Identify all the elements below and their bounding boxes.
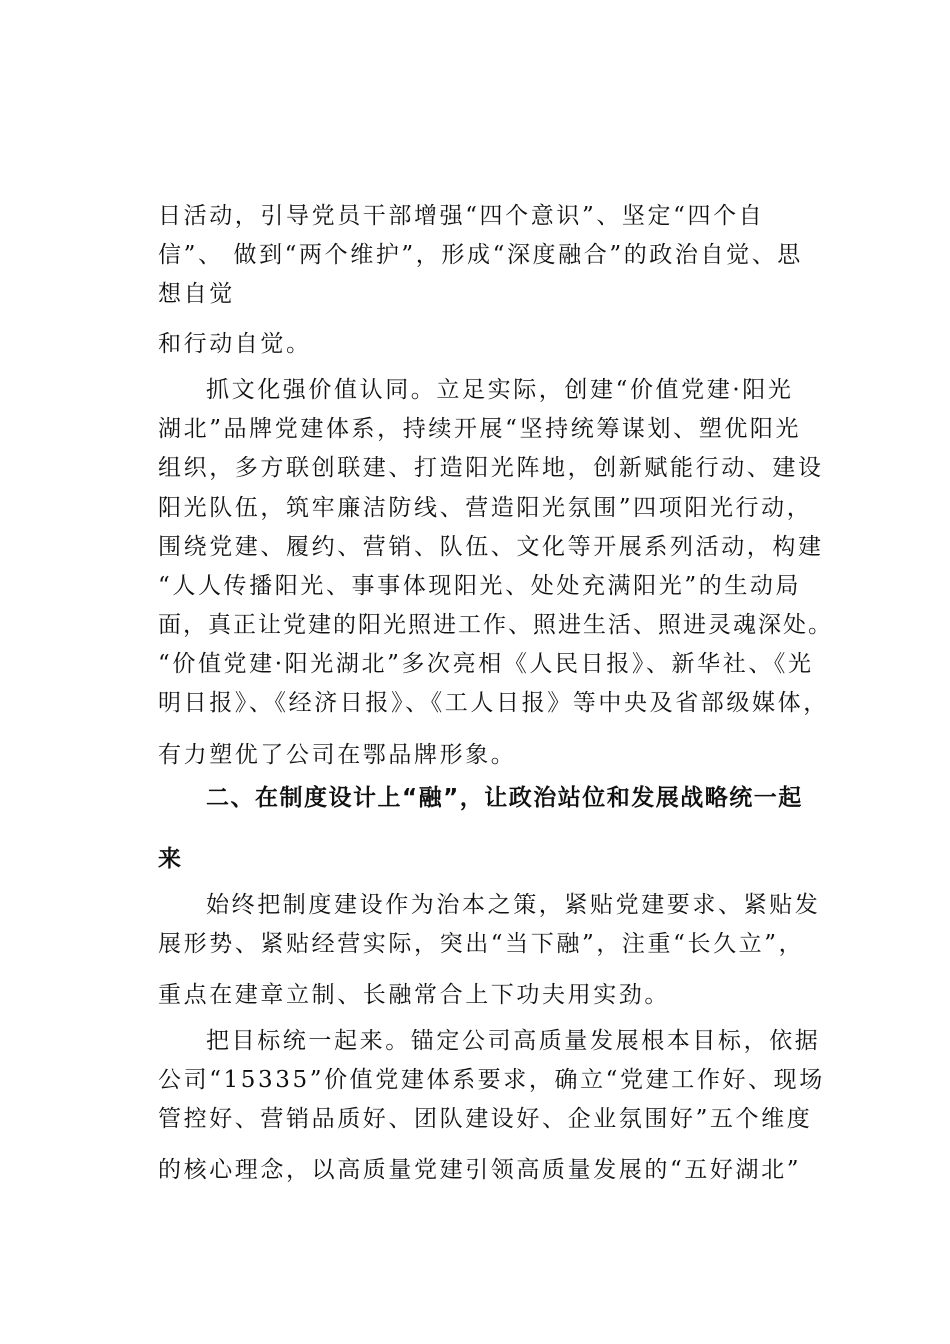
body-text-line: “人人传播阳光、事事体现阳光、处处充满阳光”的生动局 bbox=[158, 573, 802, 599]
body-text-line: 明日报》、《经济日报》、《工人日报》等中央及省部级媒体， bbox=[158, 690, 829, 716]
body-text-line: 信”、 做到“两个维护”，形成“深度融合”的政治自觉、思 bbox=[158, 242, 803, 268]
body-text-line: 有力塑优了公司在鄂品牌形象。 bbox=[158, 742, 517, 768]
body-text-line: 面，真正让党建的阳光照进工作、照进生活、照进灵魂深处。 bbox=[158, 612, 833, 638]
section-heading: 来 bbox=[158, 846, 183, 872]
body-text-line: 重点在建章立制、长融常合上下功夫用实劲。 bbox=[158, 982, 670, 1008]
body-text-line: 抓文化强价值认同。立足实际，创建“价值党建·阳光 bbox=[206, 377, 794, 403]
body-text-line: 日活动，引导党员干部增强“四个意识”、坚定“四个自 bbox=[158, 203, 765, 229]
body-text-line: 把目标统一起来。锚定公司高质量发展根本目标，依据 bbox=[206, 1028, 821, 1054]
body-text-line: 始终把制度建设作为治本之策，紧贴党建要求、紧贴发 bbox=[206, 892, 821, 918]
body-text-line: 想自觉 bbox=[158, 281, 235, 307]
body-text-line: 阳光队伍，筑牢廉洁防线、营造阳光氛围”四项阳光行动， bbox=[158, 495, 813, 521]
section-heading: 二、在制度设计上“融”，让政治站位和发展战略统一起 bbox=[206, 785, 803, 811]
body-text-line: 的核心理念，以高质量党建引领高质量发展的“五好湖北” bbox=[158, 1157, 802, 1183]
body-text-line: 湖北”品牌党建体系，持续开展“坚持统筹谋划、塑优阳光 bbox=[158, 416, 802, 442]
body-text-line: 组织，多方联创联建、打造阳光阵地，创新赋能行动、建设 bbox=[158, 455, 824, 481]
body-text-line: 围绕党建、履约、营销、队伍、文化等开展系列活动，构建 bbox=[158, 534, 824, 560]
body-text-line: 和行动自觉。 bbox=[158, 331, 312, 357]
body-text-line: “价值党建·阳光湖北”多次亮相《人民日报》、新华社、《光 bbox=[158, 651, 814, 677]
body-text-line: 管控好、营销品质好、团队建设好、企业氛围好”五个维度 bbox=[158, 1106, 813, 1132]
body-text-line: 公司“15335”价值党建体系要求，确立“党建工作好、现场 bbox=[158, 1067, 825, 1093]
body-text-line: 展形势、紧贴经营实际，突出“当下融”，注重“长久立”， bbox=[158, 931, 805, 957]
